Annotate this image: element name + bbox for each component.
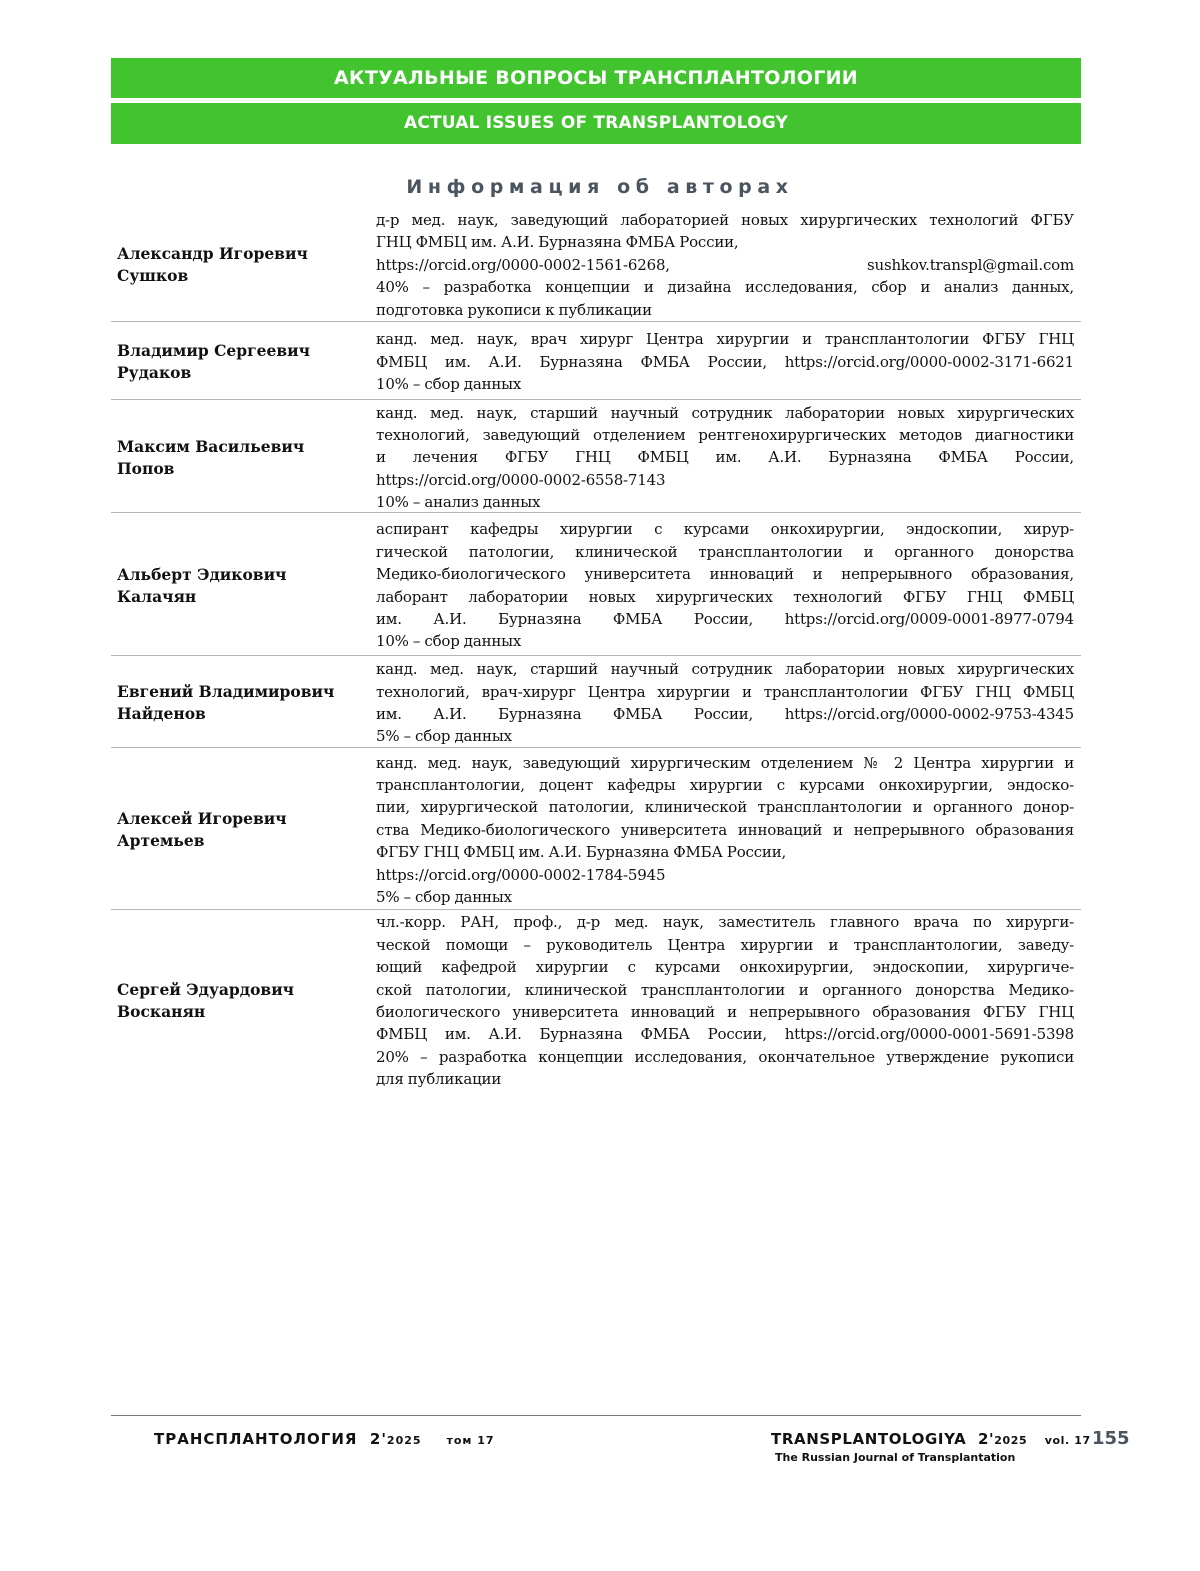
footer-journal-ru-title: ТРАНСПЛАНТОЛОГИЯ xyxy=(154,1430,358,1448)
author-description-line: и лечения ФГБУ ГНЦ ФМБЦ им. А.И. Бурназяна ФМБА России, xyxy=(376,448,1074,467)
footer-journal-en-title: TRANSPLANTOLOGIYA xyxy=(771,1430,967,1448)
author-description-line: трансплантологии, доцент кафедры хирургии с курсами онкохирургии, эндоско- xyxy=(376,776,1074,794)
author-description-line: гической патологии, клинической трансплантологии и органного донорства xyxy=(376,542,1074,561)
author-row xyxy=(111,748,1081,910)
author-first-names: Альберт Эдикович xyxy=(117,564,287,584)
author-surname: Восканян xyxy=(117,1002,206,1021)
footer-issue-en: 2' xyxy=(978,1430,995,1448)
author-description xyxy=(376,402,1074,514)
author-description-line: чл.-корр. РАН, проф., д-р мед. наук, заместитель главного врача по хирурги- xyxy=(376,913,1074,932)
author-name xyxy=(117,243,357,287)
author-description-line: подготовка рукописи к публикации xyxy=(376,300,652,319)
author-description-line: д-р мед. наук, заведующий лабораторией новых хирургических технологий ФГБУ xyxy=(376,211,1074,229)
author-row xyxy=(111,910,1081,1090)
author-description-line: канд. мед. наук, врач хирург Центра хирургии и трансплантологии ФГБУ ГНЦ xyxy=(376,330,1074,349)
author-description-line: ской патологии, клинической трансплантологии и органного донорства Медико- xyxy=(376,980,1074,999)
author-description-line: 40% – разработка концепции и дизайна исследования, сбор и анализ данных, xyxy=(376,278,1074,297)
author-description-line: 5% – сбор данных xyxy=(376,888,512,907)
author-description-line: 5% – сбор данных xyxy=(376,727,512,746)
footer-volume-ru: том 17 xyxy=(446,1434,495,1447)
page-number: 155 xyxy=(1092,1428,1130,1449)
author-surname: Найденов xyxy=(117,704,206,723)
author-description-line: https://orcid.org/0000-0002-1784-5945 xyxy=(376,865,666,884)
footer-year-en: 2025 xyxy=(994,1434,1028,1447)
author-description-line: ФМБЦ им. А.И. Бурназяна ФМБА России, https://orcid.org/0000-0001-5691-5398 xyxy=(376,1025,1074,1044)
author-name xyxy=(117,979,357,1023)
author-description-line: https://orcid.org/0000-0002-1561-6268, sushkov.transpl@gmail.com xyxy=(376,255,1074,274)
author-description-line: 10% – анализ данных xyxy=(376,493,541,512)
author-description-line: лаборант лаборатории новых хирургических технологий ФГБУ ГНЦ ФМБЦ xyxy=(376,587,1074,606)
author-description xyxy=(376,209,1074,321)
footer-year-ru: 2025 xyxy=(386,1434,422,1447)
author-first-names: Максим Васильевич xyxy=(117,436,305,456)
footer-journal-en xyxy=(771,1430,1091,1448)
section-header-en: ACTUAL ISSUES OF TRANSPLANTOLOGY xyxy=(111,103,1081,144)
author-first-names: Сергей Эдуардович xyxy=(117,980,295,999)
footer-issue-ru: 2' xyxy=(369,1430,387,1448)
footer-journal-subtitle: The Russian Journal of Transplantation xyxy=(775,1451,1016,1464)
author-description xyxy=(376,911,1074,1090)
author-description-line: Медико-биологического университета инноваций и непрерывного образования, xyxy=(376,565,1074,584)
author-description xyxy=(376,518,1074,652)
author-description-line: 20% – разработка концепции исследования, окончательное утверждение рукописи xyxy=(376,1047,1074,1066)
author-description-line: пии, хирургической патологии, клинической трансплантологии и органного донор- xyxy=(376,798,1074,817)
author-description-line: 10% – сбор данных xyxy=(376,375,522,394)
author-row xyxy=(111,656,1081,748)
author-name xyxy=(117,681,357,725)
author-first-names: Евгений Владимирович xyxy=(117,682,335,701)
author-description-line: биологического университета инноваций и непрерывного образования ФГБУ ГНЦ xyxy=(376,1003,1074,1022)
author-surname: Калачян xyxy=(117,586,197,606)
author-description xyxy=(376,328,1074,395)
footer-volume-en: vol. 17 xyxy=(1044,1434,1091,1447)
author-description-line: ФГБУ ГНЦ ФМБЦ им. А.И. Бурназяна ФМБА России, xyxy=(376,843,787,862)
author-description-line: им. А.И. Бурназяна ФМБА России, https://orcid.org/0000-0002-9753-4345 xyxy=(376,705,1074,723)
author-row xyxy=(111,400,1081,513)
author-name xyxy=(117,340,357,384)
author-description-line: технологий, заведующий отделением рентгенохирургических методов диагностики xyxy=(376,425,1074,444)
author-first-names: Владимир Сергеевич xyxy=(117,341,310,360)
author-name xyxy=(117,436,357,480)
author-description-line: аспирант кафедры хирургии с курсами онкохирургии, эндоскопии, хирур- xyxy=(376,520,1074,539)
author-description-line: 10% – сбор данных xyxy=(376,632,522,651)
author-description-line: ФМБЦ им. А.И. Бурназяна ФМБА России, https://orcid.org/0000-0002-3171-6621 xyxy=(376,352,1074,371)
author-description-line: технологий, врач-хирург Центра хирургии и трансплантологии ФГБУ ГНЦ ФМБЦ xyxy=(376,682,1074,701)
author-description-line: канд. мед. наук, старший научный сотрудник лаборатории новых хирургических xyxy=(376,660,1074,679)
author-name xyxy=(117,808,357,852)
author-description xyxy=(376,752,1074,909)
author-row xyxy=(111,206,1081,322)
author-surname: Рудаков xyxy=(117,363,192,382)
author-description-line: канд. мед. наук, старший научный сотрудник лаборатории новых хирургических xyxy=(376,403,1074,422)
author-first-names: Алексей Игоревич xyxy=(117,809,287,828)
author-description-line: ческой помощи – руководитель Центра хирургии и трансплантологии, заведу- xyxy=(376,935,1074,954)
author-description-line: канд. мед. наук, заведующий хирургическим отделением № 2 Центра хирургии и xyxy=(376,753,1074,772)
author-description-line: https://orcid.org/0000-0002-6558-7143 xyxy=(376,470,666,489)
author-description-line: ГНЦ ФМБЦ им. А.И. Бурназяна ФМБА России, xyxy=(376,233,739,252)
author-name xyxy=(117,564,357,608)
author-surname: Попов xyxy=(117,458,175,478)
author-surname: Артемьев xyxy=(117,831,205,850)
section-header-ru: АКТУАЛЬНЫЕ ВОПРОСЫ ТРАНСПЛАНТОЛОГИИ xyxy=(111,58,1081,98)
page-title: Информация об авторах xyxy=(406,176,794,198)
author-description-line: ющий кафедрой хирургии с курсами онкохирургии, эндоскопии, хирургиче- xyxy=(376,958,1074,977)
author-first-names: Александр Игоревич xyxy=(117,244,308,263)
author-description xyxy=(376,658,1074,748)
author-row xyxy=(111,322,1081,400)
author-description-line: им. А.И. Бурназяна ФМБА России, https://orcid.org/0009-0001-8977-0794 xyxy=(376,609,1074,628)
footer-journal-ru xyxy=(154,1430,495,1448)
author-surname: Сушков xyxy=(117,266,189,285)
footer-divider xyxy=(111,1415,1081,1416)
author-description-line: ства Медико-биологического университета инноваций и непрерывного образования xyxy=(376,820,1074,839)
author-row xyxy=(111,513,1081,656)
author-description-line: для публикации xyxy=(376,1070,502,1089)
